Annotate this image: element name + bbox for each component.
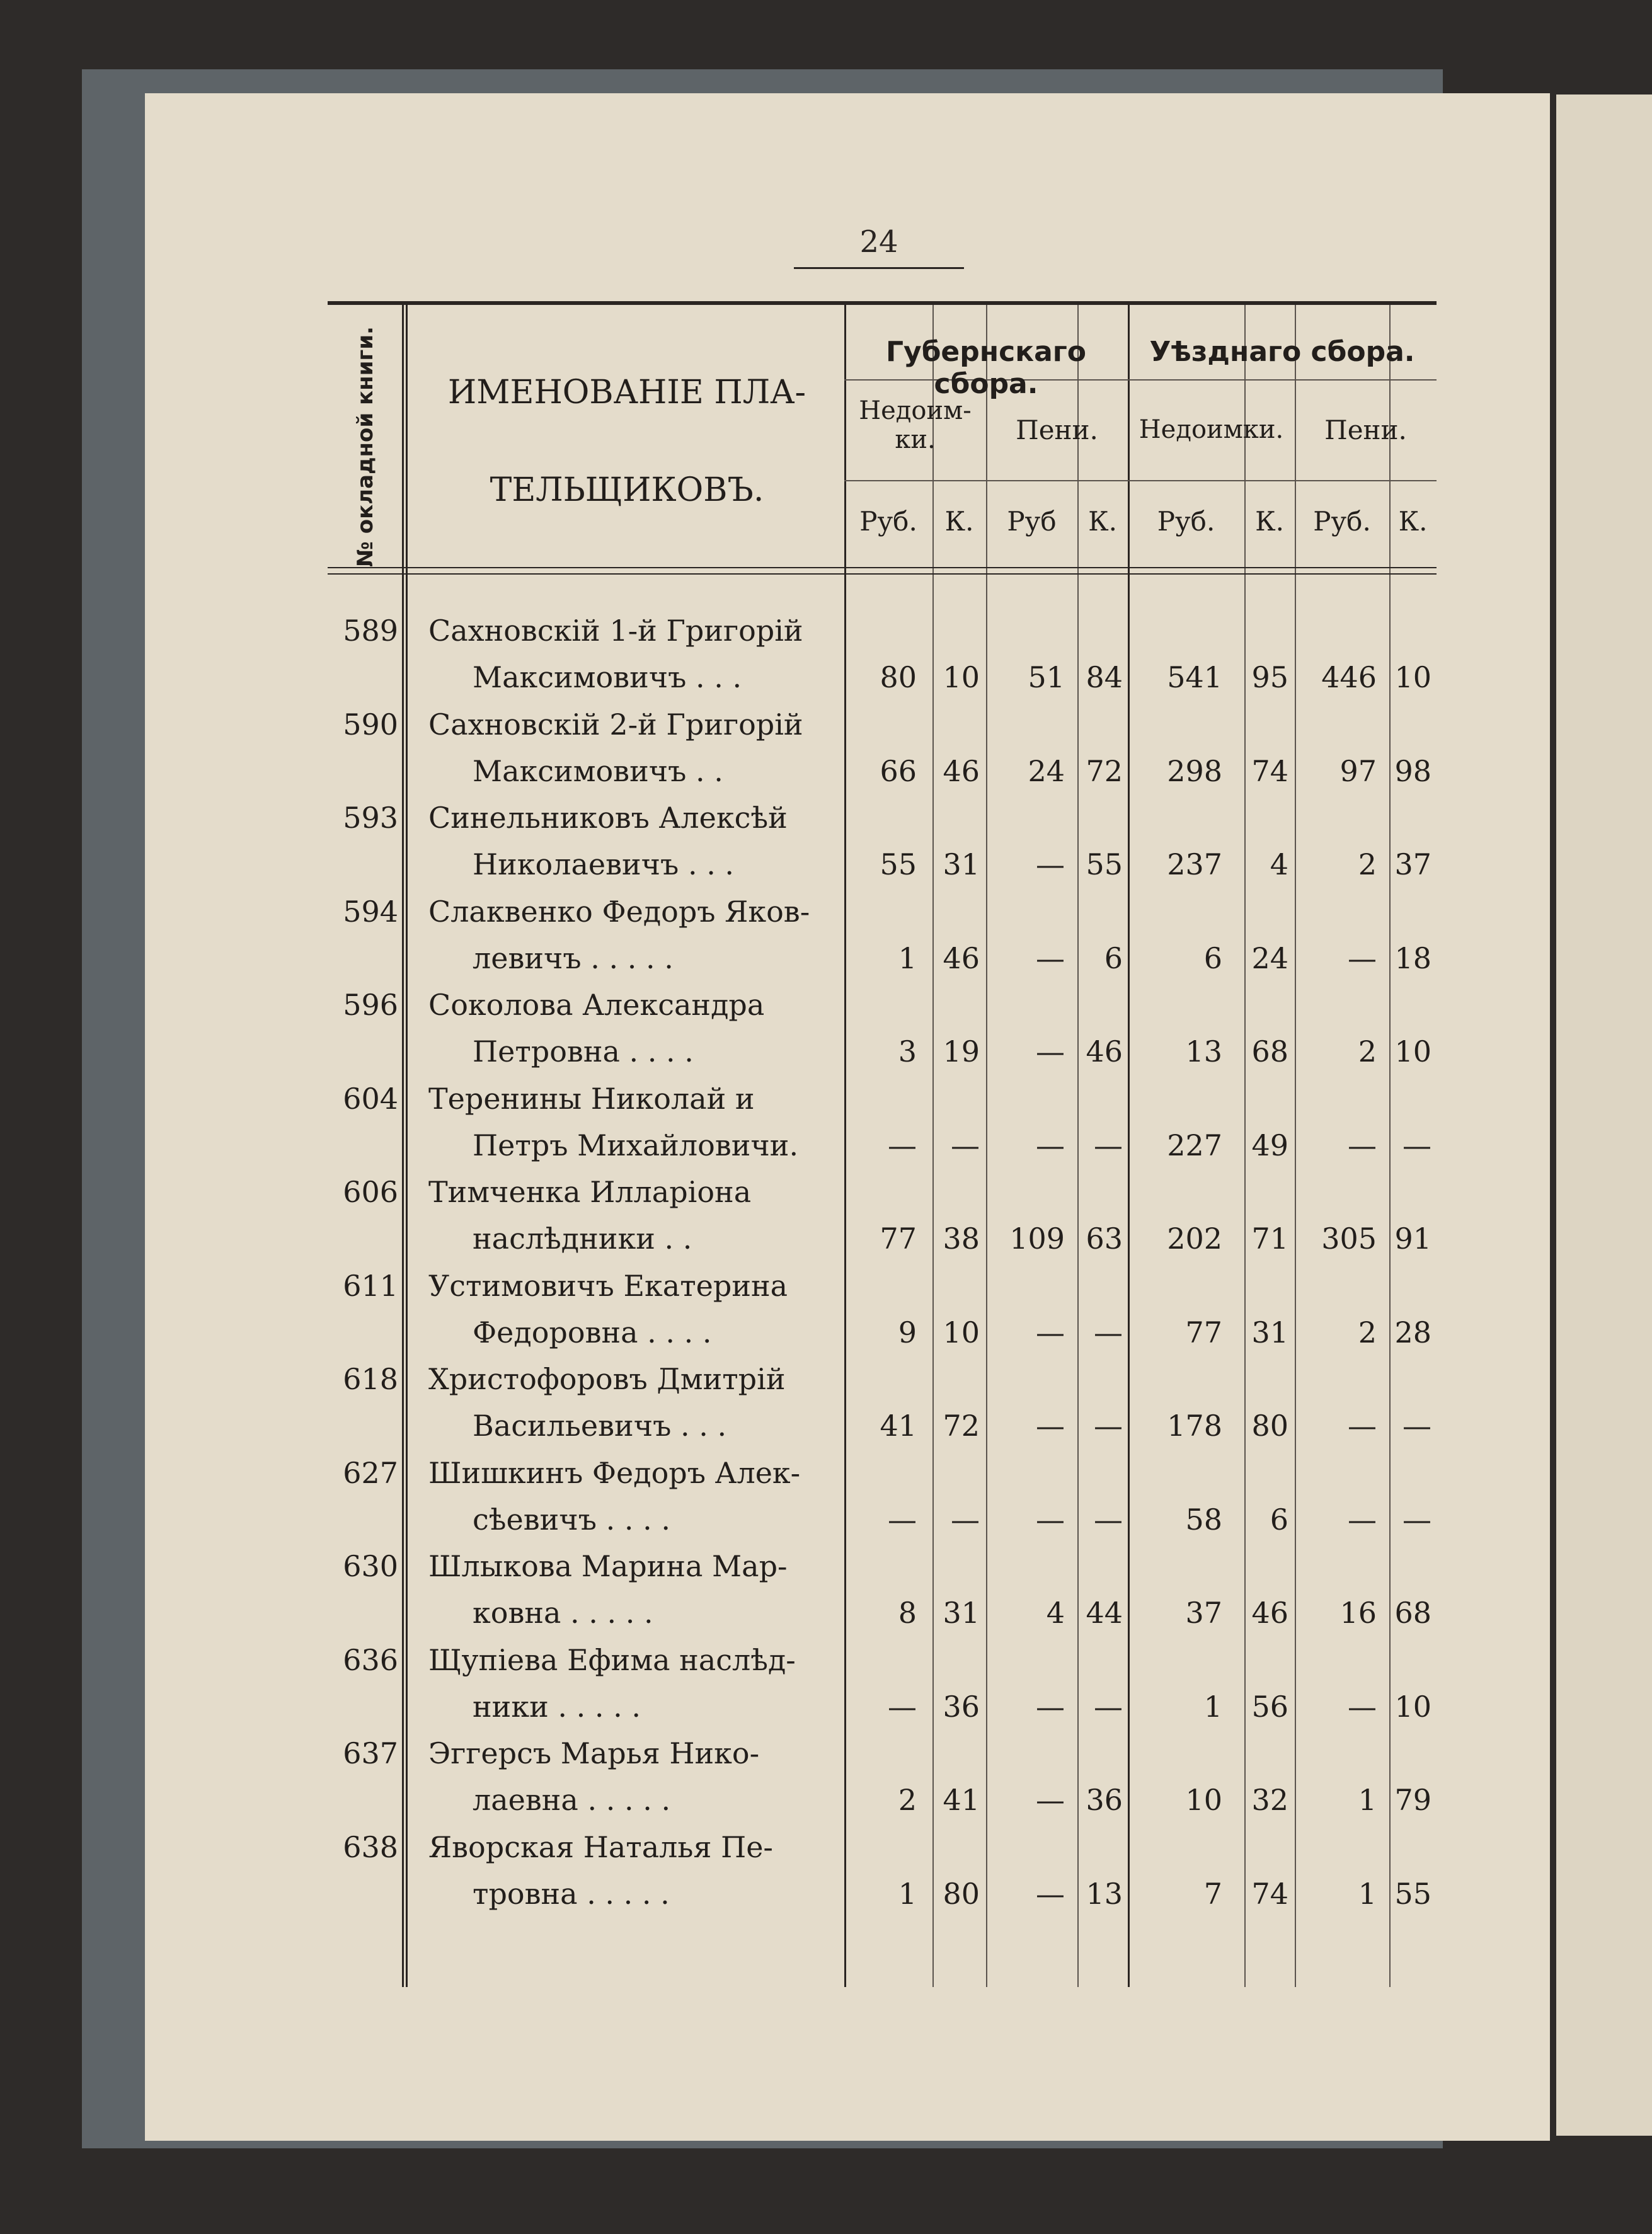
- amount-cell: 2: [1358, 847, 1377, 881]
- ledger-table: [328, 301, 1437, 1987]
- ledger-row: [328, 801, 1437, 894]
- amount-cell: 72: [943, 1409, 980, 1443]
- book-number: 637: [343, 1736, 398, 1770]
- payer-name-line1: Теренины Николай и: [428, 1081, 755, 1116]
- amount-cell: —: [1348, 1409, 1377, 1443]
- payer-name-line2: Васильевичъ . . .: [473, 1409, 727, 1443]
- amount-cell: 79: [1394, 1783, 1431, 1817]
- amount-cell: 237: [1167, 847, 1222, 881]
- amount-cell: 1: [898, 941, 917, 975]
- kop-header: К.: [1398, 506, 1428, 537]
- amount-cell: 6: [1104, 941, 1123, 975]
- amount-cell: —: [1036, 1409, 1065, 1443]
- book-number: 590: [343, 707, 398, 742]
- amount-cell: 46: [943, 941, 980, 975]
- amount-cell: —: [1036, 1783, 1065, 1817]
- amount-cell: —: [1402, 1502, 1431, 1537]
- payer-name-line1: Сахновскій 2-й Григорій: [428, 707, 803, 742]
- ledger-row: [328, 988, 1437, 1081]
- header-rule: [328, 573, 1437, 575]
- payer-name-line2: левичъ . . . . .: [473, 941, 674, 975]
- amount-cell: 4: [1046, 1596, 1065, 1630]
- amount-cell: 31: [943, 847, 980, 881]
- payer-name-line2: Николаевичъ . . .: [473, 847, 735, 881]
- amount-cell: —: [1348, 1128, 1377, 1162]
- penalties-district-header: Пени.: [1324, 415, 1407, 445]
- book-number: 604: [343, 1081, 398, 1116]
- ledger-row: [328, 1082, 1437, 1175]
- amount-cell: —: [1036, 1502, 1065, 1537]
- rub-header: Руб.: [1157, 506, 1215, 537]
- amount-cell: 66: [880, 753, 917, 788]
- amount-cell: 74: [1251, 753, 1288, 788]
- amount-cell: 72: [1086, 753, 1123, 788]
- book-number: 611: [343, 1268, 398, 1303]
- amount-cell: —: [888, 1128, 917, 1162]
- book-number: 594: [343, 894, 398, 929]
- ledger-row: [328, 1269, 1437, 1362]
- amount-cell: 24: [1028, 753, 1065, 788]
- amount-cell: —: [1094, 1689, 1123, 1724]
- payer-name-line1: Устимовичъ Екатерина: [428, 1268, 788, 1303]
- amount-cell: —: [1036, 941, 1065, 975]
- rub-header: Руб.: [1313, 506, 1371, 537]
- district-header: Уѣзднаго сбора.: [1149, 336, 1415, 368]
- amount-cell: 95: [1251, 660, 1288, 694]
- amount-cell: 46: [943, 753, 980, 788]
- book-number: 596: [343, 988, 398, 1022]
- payer-name-line2: Максимовичъ . .: [473, 753, 723, 788]
- amount-cell: 55: [1394, 1876, 1431, 1911]
- ledger-row: [328, 707, 1437, 801]
- payer-name-line1: Шлыкова Марина Мар-: [428, 1549, 788, 1583]
- amount-cell: 6: [1270, 1502, 1288, 1537]
- amount-cell: 98: [1394, 753, 1431, 788]
- amount-cell: —: [1094, 1409, 1123, 1443]
- amount-cell: 55: [1086, 847, 1123, 881]
- amount-cell: 2: [1358, 1034, 1377, 1068]
- penalties-header: Пени.: [1016, 415, 1098, 445]
- amount-cell: 227: [1167, 1128, 1222, 1162]
- book-number-header: [328, 318, 403, 576]
- amount-cell: 37: [1394, 847, 1431, 881]
- amount-cell: 49: [1251, 1128, 1288, 1162]
- book-number: 606: [343, 1175, 398, 1209]
- amount-cell: 202: [1167, 1222, 1222, 1256]
- amount-cell: —: [1348, 1689, 1377, 1724]
- payer-name-line1: Христофоровъ Дмитрій: [428, 1362, 786, 1396]
- amount-cell: —: [1402, 1409, 1431, 1443]
- amount-cell: 32: [1251, 1783, 1288, 1817]
- amount-cell: 1: [898, 1876, 917, 1911]
- amount-cell: —: [1036, 1034, 1065, 1068]
- amount-cell: 18: [1394, 941, 1431, 975]
- provincial-header: Губернскаго сбора.: [885, 336, 1087, 400]
- amount-cell: 77: [1185, 1315, 1222, 1349]
- kop-header: К.: [1088, 506, 1117, 537]
- amount-cell: 10: [1185, 1783, 1222, 1817]
- amount-cell: 80: [1251, 1409, 1288, 1443]
- arrears-header-line1: Недоим-: [859, 396, 972, 425]
- book-number-header-label: № окладной книги.: [353, 326, 378, 567]
- kop-header: К.: [944, 506, 974, 537]
- book-number: 627: [343, 1455, 398, 1490]
- payer-name-line2: наслѣдники . .: [473, 1222, 692, 1256]
- ledger-row: [328, 895, 1437, 988]
- amount-cell: 71: [1251, 1222, 1288, 1256]
- amount-cell: 41: [943, 1783, 980, 1817]
- amount-cell: 80: [880, 660, 917, 694]
- payer-name-line2: ники . . . . .: [473, 1689, 641, 1724]
- amount-cell: 46: [1251, 1596, 1288, 1630]
- amount-cell: 28: [1394, 1315, 1431, 1349]
- kop-header: К.: [1255, 506, 1284, 537]
- amount-cell: 10: [943, 1315, 980, 1349]
- amount-cell: 56: [1251, 1689, 1288, 1724]
- book-number: 618: [343, 1362, 398, 1396]
- amount-cell: —: [1036, 1876, 1065, 1911]
- amount-cell: —: [888, 1502, 917, 1537]
- payer-name-line2: лаевна . . . . .: [473, 1783, 671, 1817]
- ledger-row: [328, 1362, 1437, 1455]
- amount-cell: 97: [1339, 753, 1377, 788]
- arrears-header: [844, 396, 986, 454]
- amount-cell: 2: [898, 1783, 917, 1817]
- amount-cell: 13: [1086, 1876, 1123, 1911]
- book-number: 638: [343, 1830, 398, 1864]
- payer-name-line2: Максимовичъ . . .: [473, 660, 742, 694]
- amount-cell: —: [1036, 1128, 1065, 1162]
- amount-cell: 41: [880, 1409, 917, 1443]
- amount-cell: —: [1036, 847, 1065, 881]
- amount-cell: 38: [943, 1222, 980, 1256]
- ledger-row: [328, 1736, 1437, 1830]
- ledger-row: [328, 1456, 1437, 1549]
- amount-cell: 446: [1321, 660, 1377, 694]
- arrears-header-line2: ки.: [895, 425, 936, 454]
- amount-cell: 541: [1167, 660, 1222, 694]
- amount-cell: 10: [1394, 1689, 1431, 1724]
- amount-cell: 6: [1203, 941, 1222, 975]
- page-number-rule: [794, 267, 964, 269]
- amount-cell: 7: [1203, 1876, 1222, 1911]
- payer-name-line2: ковна . . . . .: [473, 1596, 653, 1630]
- amount-cell: 91: [1394, 1222, 1431, 1256]
- amount-cell: 3: [898, 1034, 917, 1068]
- payer-name-line1: Шишкинъ Федоръ Алек-: [428, 1455, 801, 1490]
- amount-cell: —: [951, 1128, 980, 1162]
- ledger-row: [328, 614, 1437, 707]
- amount-cell: —: [1094, 1128, 1123, 1162]
- header-rule: [328, 567, 1437, 568]
- amount-cell: 1: [1358, 1876, 1377, 1911]
- amount-cell: 19: [943, 1034, 980, 1068]
- payer-name-line1: Яворская Наталья Пе-: [428, 1830, 773, 1864]
- amount-cell: —: [1402, 1128, 1431, 1162]
- payer-name-line1: Соколова Александра: [428, 988, 765, 1022]
- amount-cell: 13: [1185, 1034, 1222, 1068]
- amount-cell: 9: [898, 1315, 917, 1349]
- payer-name-line1: Эггерсъ Марья Нико-: [428, 1736, 760, 1770]
- amount-cell: 74: [1251, 1876, 1288, 1911]
- page-number: 24: [859, 224, 898, 260]
- amount-cell: 8: [898, 1596, 917, 1630]
- amount-cell: 84: [1086, 660, 1123, 694]
- amount-cell: 24: [1251, 941, 1288, 975]
- amount-cell: 68: [1394, 1596, 1431, 1630]
- amount-cell: —: [1036, 1689, 1065, 1724]
- amount-cell: 51: [1028, 660, 1065, 694]
- amount-cell: —: [951, 1502, 980, 1537]
- payer-name-line2: Петръ Михайловичи.: [473, 1128, 799, 1162]
- amount-cell: 55: [880, 847, 917, 881]
- arrears-district-header: Недоимки.: [1139, 415, 1284, 444]
- amount-cell: 2: [1358, 1315, 1377, 1349]
- amount-cell: 10: [943, 660, 980, 694]
- book-number: 630: [343, 1549, 398, 1583]
- amount-cell: —: [1348, 1502, 1377, 1537]
- amount-cell: —: [1094, 1315, 1123, 1349]
- amount-cell: 58: [1185, 1502, 1222, 1537]
- payer-name-line1: Щупіева Ефима наслѣд-: [428, 1642, 796, 1677]
- amount-cell: 63: [1086, 1222, 1123, 1256]
- ledger-row: [328, 1830, 1437, 1923]
- amount-cell: 10: [1394, 1034, 1431, 1068]
- payers-header-line2: ТЕЛЬЩИКОВЪ.: [490, 471, 764, 509]
- payer-name-line2: тровна . . . . .: [473, 1876, 670, 1911]
- rub-header: Руб: [1007, 506, 1057, 537]
- amount-cell: 31: [1251, 1315, 1288, 1349]
- amount-cell: 46: [1086, 1034, 1123, 1068]
- amount-cell: 44: [1086, 1596, 1123, 1630]
- amount-cell: —: [888, 1689, 917, 1724]
- amount-cell: —: [1348, 941, 1377, 975]
- amount-cell: 109: [1009, 1222, 1065, 1256]
- payers-header-line1: ИМЕНОВАНІЕ ПЛА-: [447, 374, 806, 411]
- amount-cell: —: [1094, 1502, 1123, 1537]
- header-rule: [844, 480, 1437, 481]
- payer-name-line2: сѣевичъ . . . .: [473, 1502, 670, 1537]
- amount-cell: 10: [1394, 660, 1431, 694]
- payer-name-line2: Петровна . . . .: [473, 1034, 694, 1068]
- ledger-row: [328, 1549, 1437, 1642]
- amount-cell: 1: [1358, 1783, 1377, 1817]
- amount-cell: 37: [1185, 1596, 1222, 1630]
- amount-cell: 36: [1086, 1783, 1123, 1817]
- book-number: 593: [343, 801, 398, 835]
- amount-cell: 4: [1270, 847, 1288, 881]
- amount-cell: 178: [1167, 1409, 1222, 1443]
- amount-cell: 68: [1251, 1034, 1288, 1068]
- amount-cell: 77: [880, 1222, 917, 1256]
- rub-header: Руб.: [859, 506, 917, 537]
- payer-name-line1: Сахновскій 1-й Григорій: [428, 614, 803, 648]
- amount-cell: 36: [943, 1689, 980, 1724]
- payer-name-line2: Федоровна . . . .: [473, 1315, 712, 1349]
- amount-cell: 16: [1339, 1596, 1377, 1630]
- ledger-row: [328, 1643, 1437, 1736]
- book-number: 636: [343, 1642, 398, 1677]
- payer-name-line1: Синельниковъ Алексѣй: [428, 801, 788, 835]
- next-page-edge: [1556, 95, 1652, 2136]
- amount-cell: —: [1036, 1315, 1065, 1349]
- ledger-row: [328, 1175, 1437, 1268]
- payer-name-line1: Тимченка Илларіона: [428, 1175, 752, 1209]
- payer-name-line1: Слаквенко Федоръ Яков-: [428, 894, 810, 929]
- book-number: 589: [343, 614, 398, 648]
- amount-cell: 298: [1167, 753, 1222, 788]
- amount-cell: 1: [1203, 1689, 1222, 1724]
- amount-cell: 80: [943, 1876, 980, 1911]
- amount-cell: 305: [1321, 1222, 1377, 1256]
- amount-cell: 31: [943, 1596, 980, 1630]
